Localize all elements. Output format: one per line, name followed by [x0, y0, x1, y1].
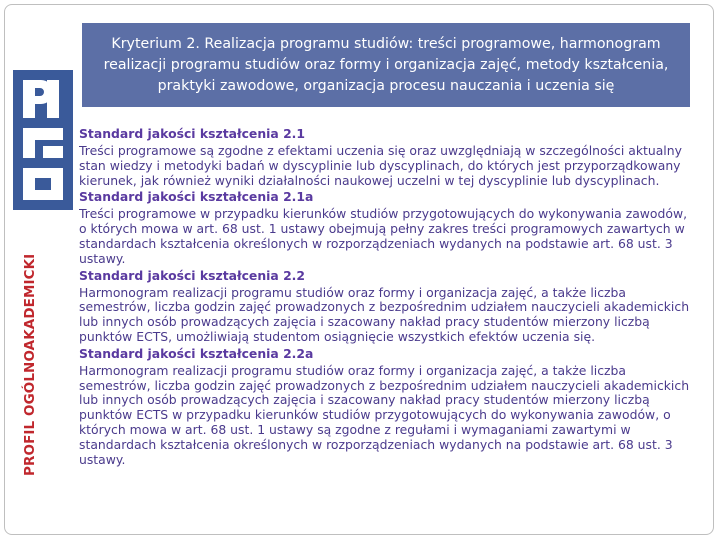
standard-text: Treści programowe są zgodne z efektami uczenia się oraz uwzględniają w szczególności aktualny stan wiedzy i metodyki badań w dyscyplinie lub dyscyplinach, do których jest przyporządkowany kierunek, jak również wyniki działalności naukowej uczelni w tej dyscyplinie lub dyscyplinach.	[79, 143, 682, 188]
content-body	[79, 125, 691, 535]
side-label: PROFIL OGÓLNOAKADEMICKI	[22, 253, 38, 476]
standard-text: Harmonogram realizacji programu studiów oraz formy i organizacja zajęć, a także liczba semestrów, liczba godzin zajęć prowadzonych z bezpośrednim udziałem nauczycieli akademickich lub innych osób prowadzących zajęcia i szacowany nakład pracy studentów mierzony liczbą punktów ECTS w przypadku kierunków studiów przygotowujących do wykonywania zawodów, o których mowa w art. 68 ust. 1 ustawy są zgodne z regułami i wymaganiami zawartymi w standardach kształcenia określonych w rozporządzeniach wydanych na podstawie art. 68 ust. 3 ustawy.	[79, 362, 690, 467]
pka-logo-graphic	[13, 70, 73, 210]
standard-text: Harmonogram realizacji programu studiów oraz formy i organizacja zajęć, a także liczba semestrów, liczba godzin zajęć prowadzonych z bezpośrednim udziałem nauczycieli akademickich lub innych osób prowadzących zajęcia i szacowany nakład pracy studentów mierzony liczbą punktów ECTS, umożliwiają studentom osiągnięcie wszystkich efektów uczenia się.	[79, 284, 690, 344]
header-title: Kryterium 2. Realizacja programu studiów: treści programowe, harmonogram realizacji programu studiów oraz formy i organizacja zajęć, metody kształcenia, praktyki zawodowe, organizacja procesu nauczania i uczenia się	[103, 35, 669, 94]
standard-heading: Standard jakości kształcenia 2.1	[79, 126, 306, 141]
standard-text: Treści programowe w przypadku kierunków studiów przygotowujących do wykonywania zawodów, o których mowa w art. 68 ust. 1 ustawy obejmują pełny zakres treści programowych zawartych w standardach kształcenia określonych w rozporządzeniach wydanych na podstawie art. 68 ust. 3 ustawy.	[79, 206, 688, 266]
standard-heading: Standard jakości kształcenia 2.2	[79, 267, 306, 283]
pka-logo-icon	[13, 70, 73, 210]
slide-header	[82, 23, 690, 107]
standard-heading: Standard jakości kształcenia 2.1a	[79, 189, 314, 205]
standard-heading: Standard jakości kształcenia 2.2a	[79, 345, 314, 361]
